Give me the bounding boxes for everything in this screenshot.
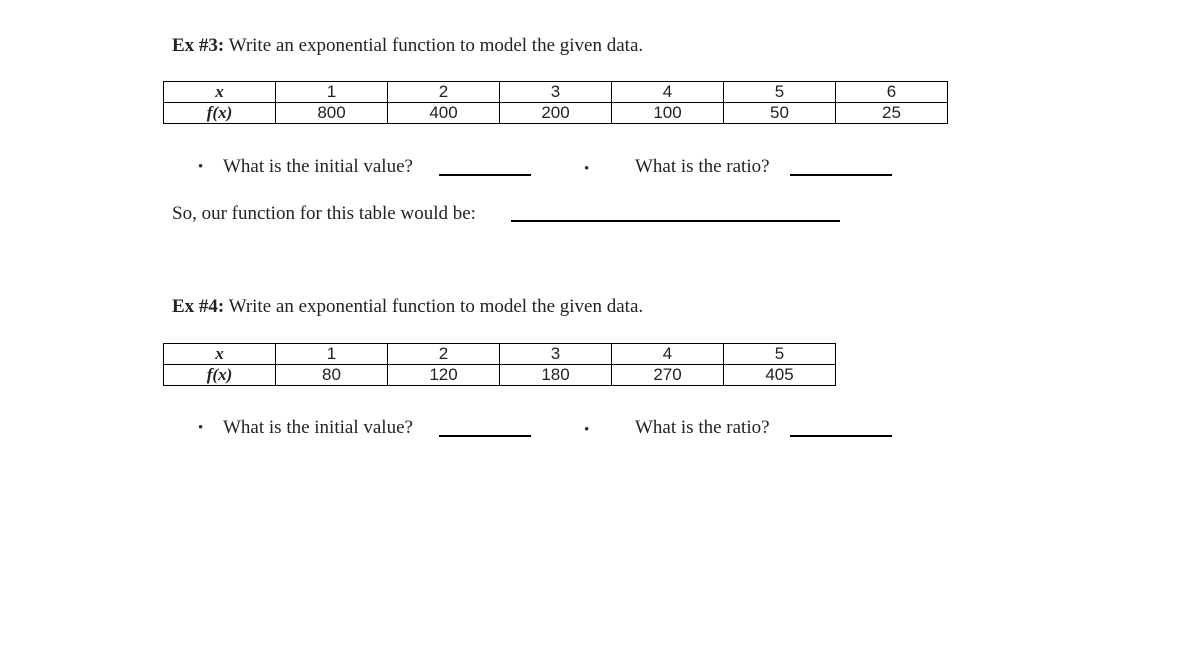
bullet-icon: • — [584, 161, 590, 177]
ex3-instruction: Write an exponential function to model the given data. — [224, 35, 644, 56]
ex3-initial-value-prompt: What is the initial value? — [223, 156, 413, 177]
x-value: 2 — [388, 82, 500, 103]
ex3-initial-value-answer-line[interactable] — [439, 174, 531, 176]
ex3-ratio-answer-line[interactable] — [790, 174, 892, 176]
x-value: 1 — [276, 82, 388, 103]
x-header: x — [164, 344, 276, 365]
ex4-label: Ex #4: — [172, 296, 225, 317]
ex4-table — [163, 343, 836, 386]
table-row — [164, 103, 948, 124]
ex3-heading — [172, 35, 643, 57]
ex4-initial-value-prompt: What is the initial value? — [223, 417, 413, 438]
ex4-ratio-prompt: What is the ratio? — [635, 417, 770, 438]
x-value: 4 — [612, 82, 724, 103]
x-value: 2 — [388, 344, 500, 365]
x-value: 5 — [724, 344, 836, 365]
fx-value: 80 — [276, 365, 388, 386]
fx-value: 270 — [612, 365, 724, 386]
ex4-initial-value-answer-line[interactable] — [439, 435, 531, 437]
ex4-heading — [172, 296, 643, 318]
x-value: 3 — [500, 82, 612, 103]
ex3-label: Ex #3: — [172, 35, 225, 56]
fx-header: f(x) — [164, 103, 276, 124]
x-value: 5 — [724, 82, 836, 103]
x-value: 4 — [612, 344, 724, 365]
fx-value: 100 — [612, 103, 724, 124]
fx-header: f(x) — [164, 365, 276, 386]
table-row — [164, 344, 836, 365]
ex4-ratio-answer-line[interactable] — [790, 435, 892, 437]
fx-value: 200 — [500, 103, 612, 124]
bullet-icon: • — [198, 420, 204, 436]
x-header: x — [164, 82, 276, 103]
ex3-function-answer-line[interactable] — [511, 220, 840, 222]
fx-value: 800 — [276, 103, 388, 124]
fx-value: 405 — [724, 365, 836, 386]
bullet-icon: • — [198, 159, 204, 175]
fx-value: 25 — [836, 103, 948, 124]
x-value: 6 — [836, 82, 948, 103]
ex3-table — [163, 81, 948, 124]
fx-value: 180 — [500, 365, 612, 386]
ex4-instruction: Write an exponential function to model the given data. — [224, 296, 644, 317]
fx-value: 50 — [724, 103, 836, 124]
table-row — [164, 365, 836, 386]
x-value: 1 — [276, 344, 388, 365]
fx-value: 120 — [388, 365, 500, 386]
x-value: 3 — [500, 344, 612, 365]
fx-value: 400 — [388, 103, 500, 124]
ex3-function-prompt: So, our function for this table would be: — [172, 203, 476, 224]
ex3-ratio-prompt: What is the ratio? — [635, 156, 770, 177]
table-row — [164, 82, 948, 103]
bullet-icon: • — [584, 422, 590, 438]
